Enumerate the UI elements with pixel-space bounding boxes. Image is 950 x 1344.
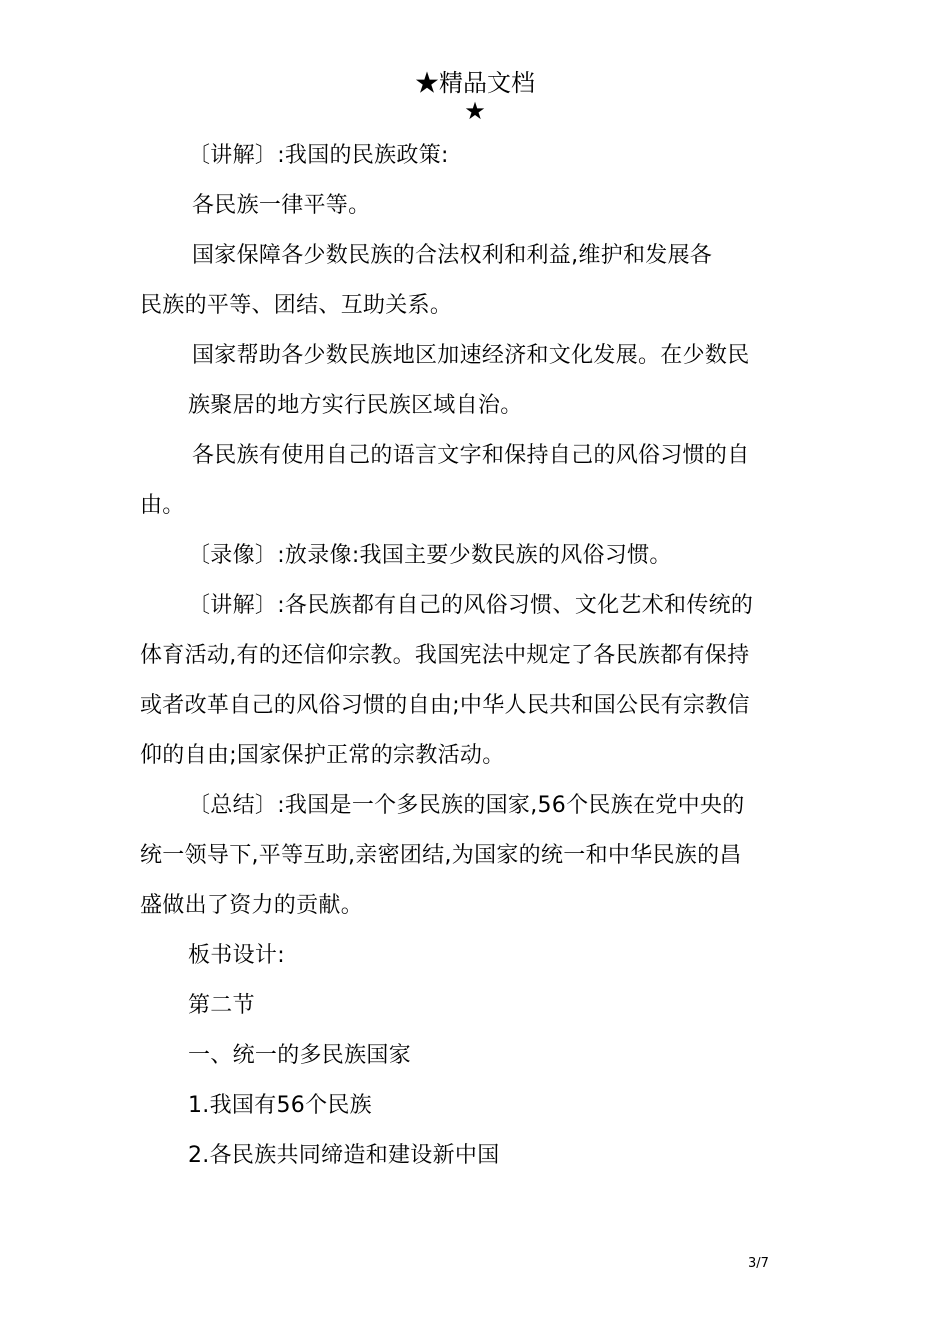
text-line: 板书设计: [188,943,285,968]
text-line: 第二节 [188,993,255,1018]
text-line: 体育活动,有的还信仰宗教。我国宪法中规定了各民族都有保持 [140,643,750,668]
text-line: 〔讲解〕:各民族都有自己的风俗习惯、文化艺术和传统的 [188,593,754,618]
text-line: 各民族有使用自己的语言文字和保持自己的风俗习惯的自 [192,443,750,468]
text-line: 〔讲解〕:我国的民族政策: [188,143,449,168]
document-body [140,131,820,1181]
text-line: 1.我国有56个民族 [188,1093,372,1118]
text-line: 统一领导下,平等互助,亲密团结,为国家的统一和中华民族的昌 [140,843,742,868]
text-line: 一、统一的多民族国家 [188,1043,412,1068]
text-line: 仰的自由;国家保护正常的宗教活动。 [140,743,505,768]
text-line: 国家保障各少数民族的合法权利和利益,维护和发展各 [192,243,713,268]
text-line: 或者改革自己的风俗习惯的自由;中华人民共和国公民有宗教信 [140,693,750,718]
text-line: 民族的平等、团结、互助关系。 [140,293,453,318]
page-number: 3/7 [748,1256,769,1271]
text-line: 〔录像〕:放录像:我国主要少数民族的风俗习惯。 [188,543,672,568]
header-title: ★精品文档 [415,69,535,97]
text-line: 2.各民族共同缔造和建设新中国 [188,1143,500,1168]
text-line: 族聚居的地方实行民族区域自治。 [188,393,523,418]
text-line: 国家帮助各少数民族地区加速经济和文化发展。在少数民 [192,343,750,368]
page-header [0,68,950,124]
text-line: 由。 [140,493,185,518]
text-line: 〔总结〕:我国是一个多民族的国家,56个民族在党中央的 [188,793,745,818]
header-star: ★ [464,97,486,125]
text-line: 盛做出了资力的贡献。 [140,893,364,918]
text-line: 各民族一律平等。 [192,193,371,218]
